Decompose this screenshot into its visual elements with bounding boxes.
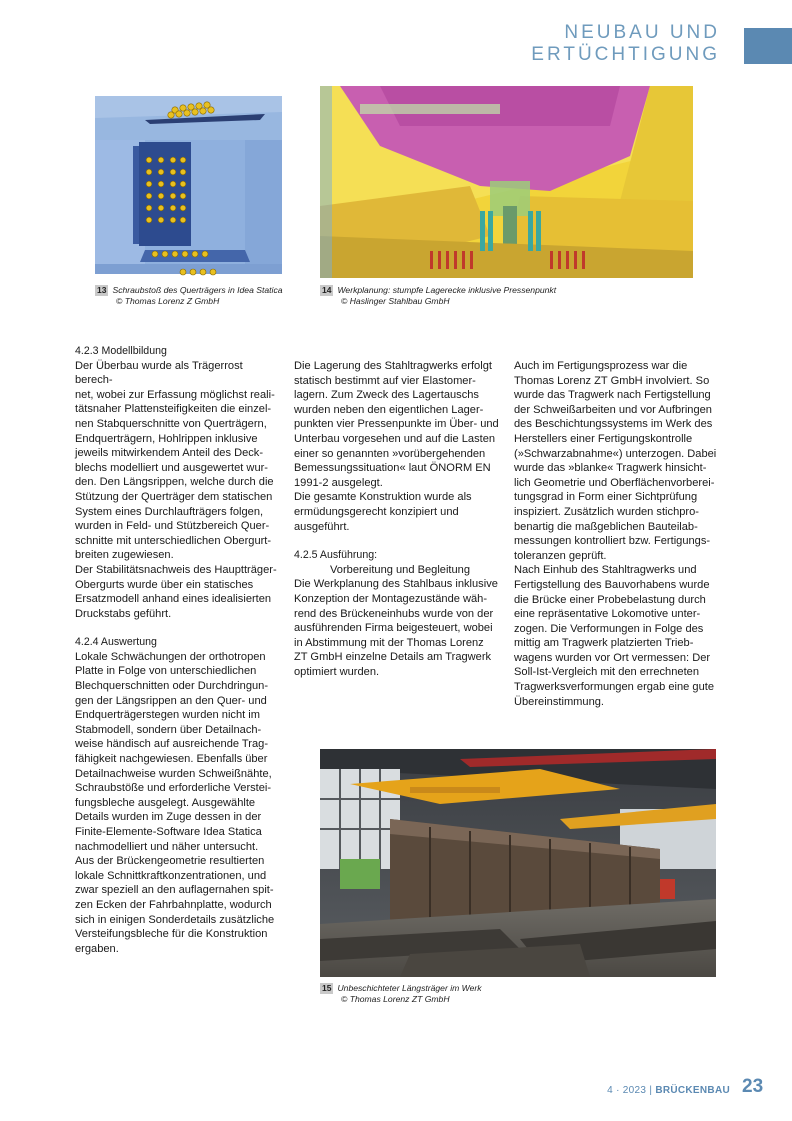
body-line: wagens wurden vor Ort vermessen: Der: [514, 651, 711, 664]
body-line: zwar speziell an den auflagernahen spit-: [75, 884, 274, 897]
body-line: benartig die maßgeblichen Bauteilab-: [514, 520, 698, 533]
heading-425: 4.2.5 Ausführung:: [294, 549, 378, 562]
body-line: Details wurden im Zuge dessen in der: [75, 811, 262, 824]
body-line: Stützung der Querträger dem statischen: [75, 490, 273, 503]
heading-424: 4.2.4 Auswertung: [75, 636, 157, 649]
body-line: des Beschichtungssystems im Werk des: [514, 418, 713, 431]
body-line: Thomas Lorenz ZT GmbH involviert. So: [514, 374, 710, 387]
body-line: wurde das »blanke« Tragwerk hinsicht-: [514, 462, 707, 475]
body-line: die Brücke einer Probebelastung durch: [514, 593, 706, 606]
text-column-1: [75, 344, 280, 956]
body-line: Blechquerschnitten oder Durchdringun-: [75, 680, 269, 693]
body-line: sich in einigen Sonderdetails zusätzliche: [75, 913, 275, 926]
body-line: Übereinstimmung.: [514, 695, 605, 708]
body-line: Die gesamte Konstruktion wurde als: [294, 491, 472, 504]
body-line: eine repräsentative Lokomotive unter-: [514, 608, 701, 621]
body-line: Druckstabs geführt.: [75, 607, 172, 620]
body-line: ausgeführt.: [294, 520, 350, 533]
section-title: NEUBAU UND ERTÜCHTIGUNG: [531, 22, 720, 65]
body-line: (»Schwarzabnahme«) unterzogen. Dabei: [514, 447, 717, 460]
body-line: Soll-Ist-Vergleich mit den errechneten: [514, 666, 699, 679]
body-line: einer so genannten »vorübergehenden: [294, 447, 486, 460]
body-line: mittig am Tragwerk platzierten Trieb-: [514, 637, 694, 650]
text-column-3: [514, 359, 724, 709]
body-line: Schraubstöße und erforderliche Verstei-: [75, 782, 272, 795]
body-line: Lokale Schwächungen der orthotropen: [75, 650, 266, 663]
body-line: zogen. Die Verformungen in Folge des: [514, 622, 704, 635]
figure-13-caption: [95, 285, 295, 306]
body-line: jeweils mitwirkendem Anteil des Deck-: [75, 447, 264, 460]
body-line: Detailnachweise wurden Schweißnähte,: [75, 767, 272, 780]
caption-credit: © Haslinger Stahlbau GmbH: [341, 295, 450, 306]
paragraph-gap: [294, 534, 502, 548]
footer-issue: [560, 1085, 730, 1096]
body-line: wurden in Feld- und Stützbereich Quer-: [75, 520, 270, 533]
body-line: wurde das Tragwerk nach Fertigstellung: [514, 389, 711, 402]
body-line: Unterbau vorgesehen und auf die Lasten: [294, 432, 496, 445]
body-line: blechs modelliert und ausgewertet wur-: [75, 461, 269, 474]
body-line: toleranzen geprüft.: [514, 549, 607, 562]
body-line: Auch im Fertigungsprozess war die: [514, 360, 688, 372]
body-line: Tragwerksverformungen ergab eine gute: [514, 681, 715, 694]
body-line: Der Stabilitätsnachweis des Hauptträger-: [75, 563, 277, 576]
body-line: Der Überbau wurde als Trägerrost berech-: [75, 359, 243, 387]
header-accent-bar: [744, 28, 792, 64]
body-line: breiten zugewiesen.: [75, 549, 174, 562]
body-line: Bemessungssituation« laut ÖNORM EN: [294, 462, 491, 475]
body-line: in Abstimmung mit der Thomas Lorenz: [294, 636, 484, 649]
body-line: Die Lagerung des Stahltragwerks erfolgt: [294, 360, 492, 372]
body-line: lokale Schnittkraftkonzentrationen, und: [75, 869, 267, 882]
body-line: fähigkeit nachgewiesen. Ebenfalls über: [75, 753, 268, 766]
body-line: ausführenden Firma beigesteuert, wobei: [294, 622, 493, 635]
footer-separator: |: [649, 1085, 653, 1096]
page-number: 23: [742, 1076, 764, 1097]
body-line: Endquerträgerstegen wurden nicht im: [75, 709, 261, 722]
heading-423: 4.2.3 Modellbildung: [75, 345, 167, 357]
text-column-2: [294, 359, 502, 679]
body-line: nen Stabquerschnitte von Querträgern,: [75, 417, 267, 430]
figure-number-badge: 15: [322, 983, 332, 993]
body-line: rend des Brückeneinhubs wurde von der: [294, 607, 494, 620]
body-line: wurden neben den eigentlichen Lager-: [294, 403, 484, 416]
body-line: 1991-2 ausgelegt.: [294, 476, 383, 489]
body-line: fungsbleche ausgelegt. Ausgewählte: [75, 796, 256, 809]
figure-number-badge: 13: [97, 285, 107, 295]
body-line: optimiert wurden.: [294, 665, 380, 678]
caption-credit: © Thomas Lorenz Z GmbH: [116, 295, 220, 306]
body-line: Nach Einhub des Stahltragwerks und: [514, 564, 697, 577]
figure-14-image: [320, 86, 693, 278]
body-line: tätsnaher Plattensteifigkeiten die einzel-: [75, 403, 272, 416]
body-line: der Schweißarbeiten und vor Aufbringen: [514, 403, 712, 416]
body-line: Konzeption der Montagezustände wäh-: [294, 592, 488, 605]
body-line: nachmodelliert und näher untersucht.: [75, 840, 259, 853]
body-line: ergaben.: [75, 942, 119, 955]
body-line: Finite-Elemente-Software Idea Statica: [75, 826, 262, 838]
body-line: inspiziert. Zusätzlich wurden stichpro-: [514, 505, 699, 518]
body-line: Die Werkplanung des Stahlbaus inklusive: [294, 578, 498, 591]
body-line: ZT GmbH einzelne Details am Tragwerk: [294, 651, 492, 664]
figure-15-caption: [320, 983, 620, 1004]
caption-text: Werkplanung: stumpfe Lagerecke inklusive Pressenpunkt: [337, 285, 557, 295]
figure-15-image: [320, 749, 716, 977]
body-line: Aus der Brückengeometrie resultierten: [75, 855, 265, 868]
caption-credit: © Thomas Lorenz ZT GmbH: [341, 993, 450, 1004]
caption-text: Unbeschichteter Längsträger im Werk: [337, 983, 482, 993]
issue-number: 4 · 2023: [607, 1085, 647, 1096]
body-line: Obergurts wurde über ein statisches: [75, 578, 254, 591]
body-line: punkten vier Pressenpunkte im Über- und: [294, 418, 499, 431]
body-line: Versteifungsbleche für die Konstruktion: [75, 928, 268, 941]
body-line: ermüdungsgerecht konzipiert und: [294, 505, 459, 518]
body-line: lagern. Zum Zweck des Lagertauschs: [294, 389, 479, 402]
figure-number-badge: 14: [322, 285, 332, 295]
body-line: net, wobei zur Erfassung möglichst reali-: [75, 388, 275, 401]
caption-text: Schraubstoß des Querträgers in Idea Statica: [112, 285, 283, 295]
body-line: schnitte mit unterschiedlichen Obergurt-: [75, 534, 272, 547]
subheading-425: Vorbereitung und Begleitung: [330, 563, 471, 576]
body-line: tungsgrad in Form einer Sichtprüfung: [514, 491, 698, 504]
body-line: Endquerträgern, Hohlrippen inklusive: [75, 432, 258, 445]
body-line: Platte in Folge von unterschiedlichen: [75, 665, 257, 678]
body-line: lich Geometrie und Oberflächenvorberei-: [514, 476, 715, 489]
body-line: System eines Durchlaufträgers folgen,: [75, 505, 264, 518]
body-line: gen der Längsrippen an den Quer- und: [75, 694, 267, 707]
paragraph-gap: [75, 621, 280, 635]
magazine-name: BRÜCKENBAU: [655, 1085, 730, 1096]
body-line: weise händisch auf ausreichende Trag-: [75, 738, 269, 751]
figure-14-caption: [320, 285, 620, 306]
figure-13-image: [95, 90, 282, 280]
body-line: Ersatzmodell anhand eines idealisierten: [75, 593, 272, 606]
body-line: statisch bestimmt auf vier Elastomer-: [294, 374, 476, 387]
body-line: den. Den Längsrippen, welche durch die: [75, 476, 274, 489]
body-line: Stabmodell, sondern über Detailnach-: [75, 723, 262, 736]
body-line: Fertigstellung des Bauvorhabens wurde: [514, 578, 710, 591]
body-line: messungen kontrolliert bzw. Fertigungs-: [514, 535, 711, 548]
body-line: zen Ecken der Fahrbahnplatte, wodurch: [75, 898, 272, 911]
body-line: Herstellers einer Fertigungskontrolle: [514, 432, 693, 445]
